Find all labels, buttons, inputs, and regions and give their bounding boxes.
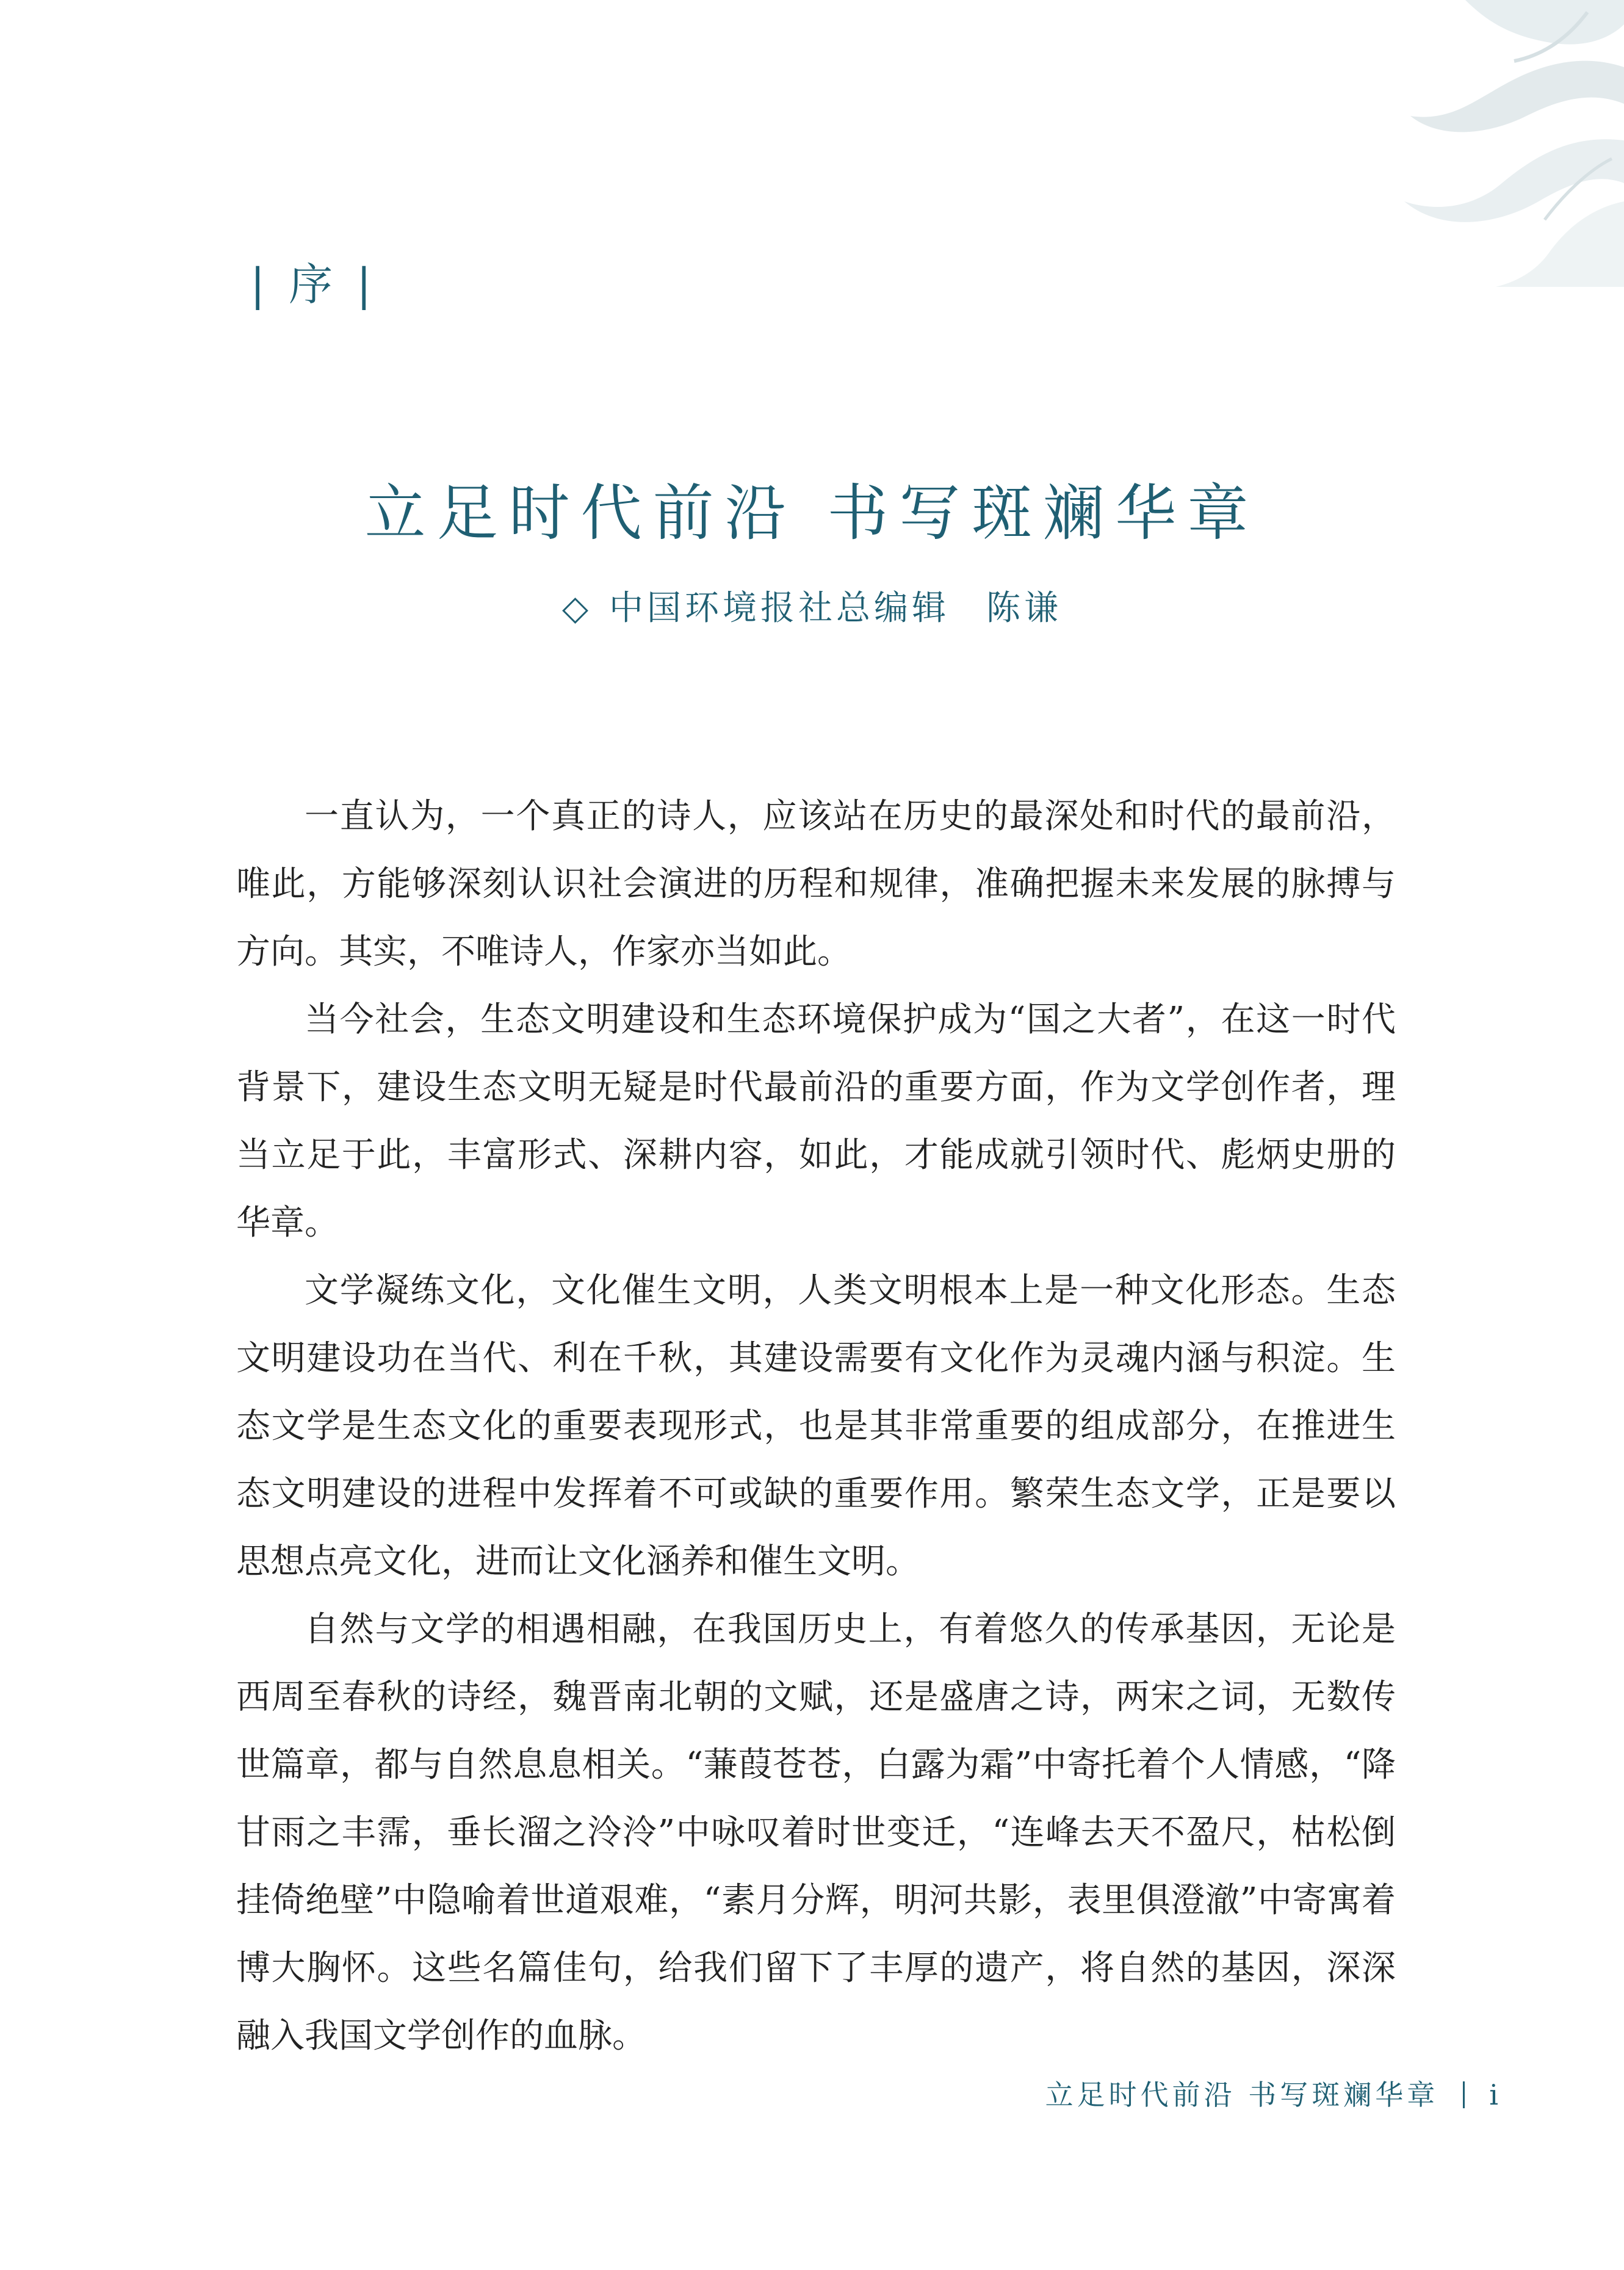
footer-divider	[1463, 2081, 1465, 2108]
paragraph: 一直认为，一个真正的诗人，应该站在历史的最深处和时代的最前沿，唯此，方能够深刻认识社会演进的历程和规律，准确把握未来发展的脉搏与方向。其实，不唯诗人，作家亦当如此。	[236, 797, 1396, 972]
page-footer	[1045, 2073, 1502, 2113]
paragraph: 自然与文学的相遇相融，在我国历史上，有着悠久的传承基因，无论是西周至春秋的诗经，魏晋南北朝的文赋，还是盛唐之诗，两宋之词，无数传世篇章，都与自然息息相关。“蒹葭苍苍，白露为霜”中寄托着个人情感，“降甘雨之丰霈，垂长溜之泠泠”中咏叹着时世变迁，“连峰去天不盈尺，枯松倒挂倚绝壁”中隐喻着世道艰难，“素月分辉，明河共影，表里俱澄澈”中寄寓着博大胸怀。这些名篇佳句，给我们留下了丰厚的遗产，将自然的基因，深深融入我国文学创作的血脉。	[236, 1610, 1396, 2056]
section-label	[250, 249, 376, 313]
page-number: i	[1489, 2078, 1502, 2111]
running-title: 立足时代前沿 书写斑斓华章	[1045, 2078, 1439, 2111]
byline	[0, 581, 1624, 630]
paragraph: 文学凝练文化，文化催生文明，人类文明根本上是一种文化形态。生态文明建设功在当代、利在千秋，其建设需要有文化作为灵魂内涵与积淀。生态文学是生态文化的重要表现形式，也是其非常重要的组成部分，在推进生态文明建设的进程中发挥着不可或缺的重要作用。繁荣生态文学，正是要以思想点亮文化，进而让文化涵养和催生文明。	[236, 1271, 1396, 1581]
section-label-text: 序	[289, 259, 338, 310]
page-title: 立足时代前沿 书写斑斓华章	[364, 477, 1260, 549]
section-label-left-bar: |	[250, 259, 270, 310]
decorative-ink-wave-art	[1124, 0, 1624, 287]
paragraph: 当今社会，生态文明建设和生态环境保护成为“国之大者”，在这一时代背景下，建设生态文明无疑是时代最前沿的重要方面，作为文学创作者，理当立足于此，丰富形式、深耕内容，如此，才能成就引领时代、彪炳史册的华章。	[236, 1000, 1396, 1243]
author-name: 陈谦	[986, 588, 1063, 628]
diamond-icon: ◇	[561, 588, 593, 628]
author-affiliation: 中国环境报社总编辑	[609, 588, 950, 628]
body-text	[236, 783, 1396, 2070]
section-label-right-bar: |	[356, 259, 377, 310]
